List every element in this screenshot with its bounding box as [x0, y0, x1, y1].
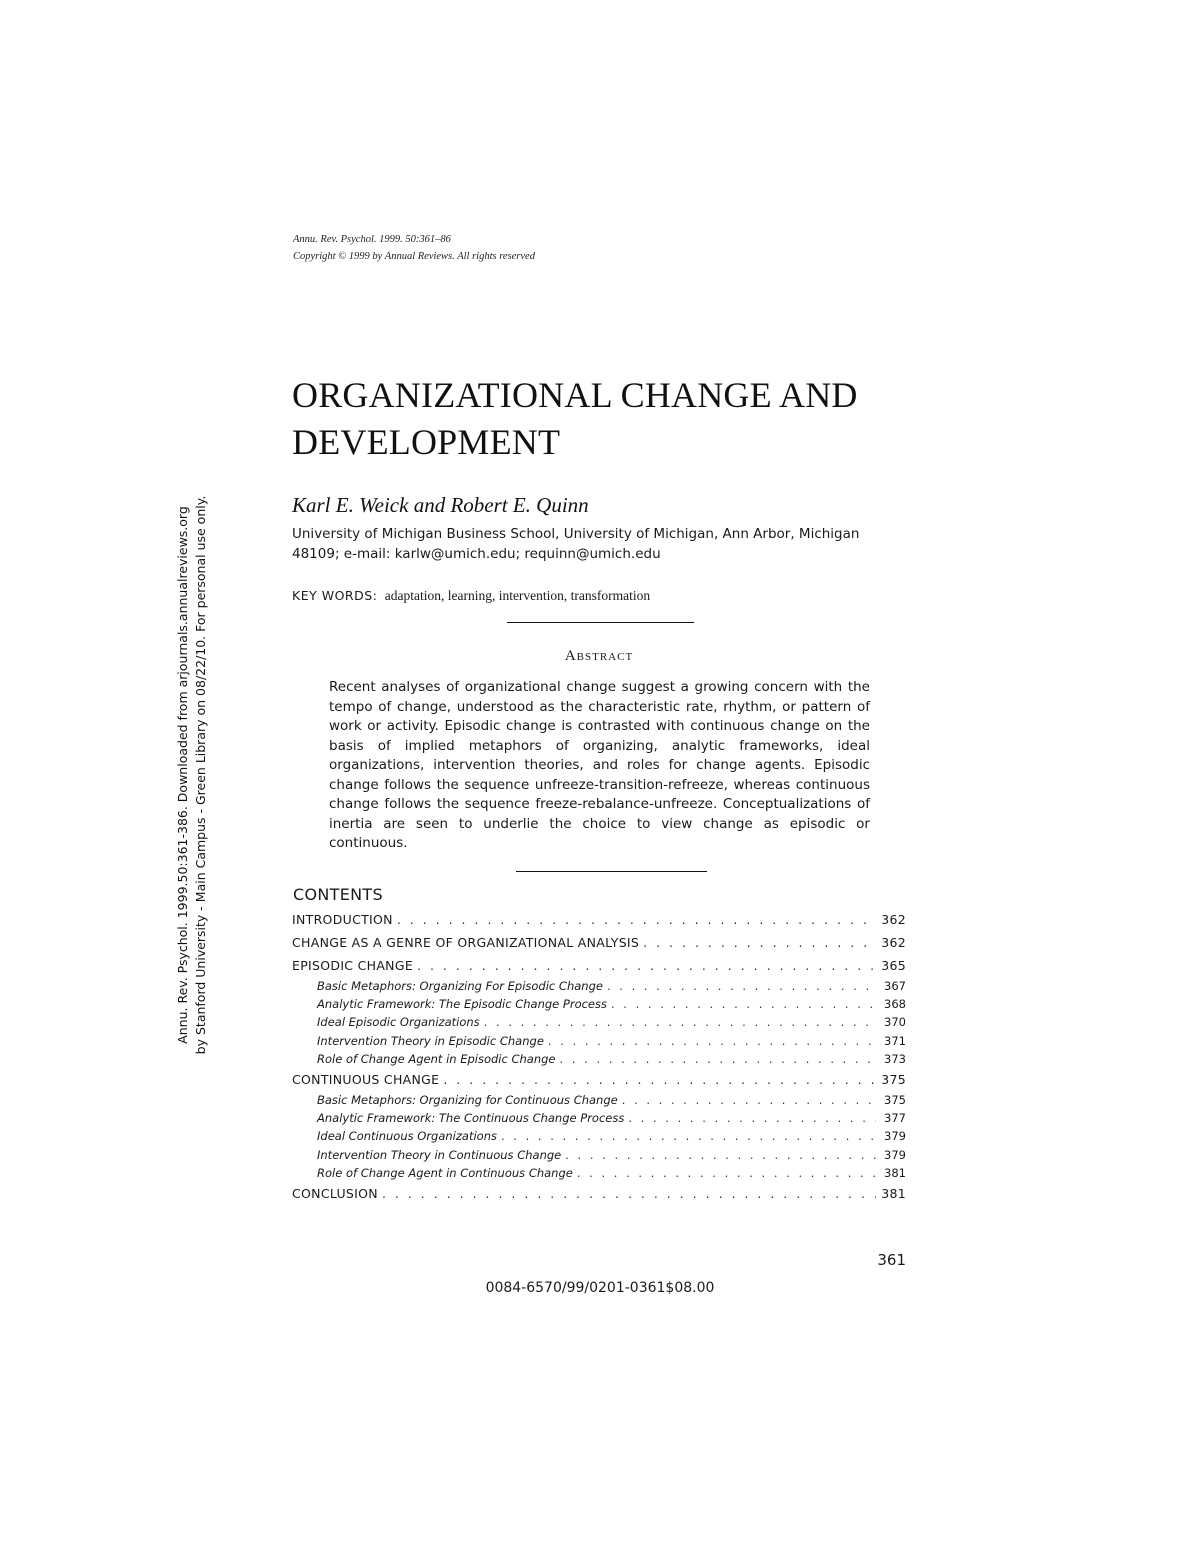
article-title: ORGANIZATIONAL CHANGE AND DEVELOPMENT [292, 375, 858, 462]
toc-entry-page: 381 [884, 1165, 906, 1180]
toc-leader-dots [611, 995, 876, 1013]
toc-entry-title: INTRODUCTION [292, 912, 393, 927]
toc-leader-dots [622, 1091, 876, 1109]
toc-entry-title: Role of Change Agent in Episodic Change [317, 1051, 556, 1066]
divider-rule-bottom [516, 871, 707, 872]
toc-leader-dots [548, 1032, 876, 1050]
toc-entry-introduction [292, 908, 906, 931]
keywords-list: adaptation, learning, intervention, transformation [384, 588, 651, 603]
toc-entry-episodic-change [292, 954, 906, 977]
toc-entry-title: Analytic Framework: The Episodic Change Process [317, 997, 607, 1012]
keywords-label: KEY WORDS: [292, 588, 378, 603]
toc-entry-title: EPISODIC CHANGE [292, 958, 414, 973]
toc-leader-dots [484, 1013, 876, 1031]
journal-citation: Annu. Rev. Psychol. 1999. 50:361–86 [293, 234, 451, 245]
toc-entry-title: CONCLUSION [292, 1185, 378, 1201]
price-code: 0084-6570/99/0201-0361$08.00 [485, 1280, 715, 1296]
toc-entry-title: Intervention Theory in Continuous Change [317, 1147, 562, 1162]
toc-entry-title: Ideal Episodic Organizations [317, 1015, 480, 1030]
toc-subentry-basic-metaphors-episodic [292, 977, 906, 995]
table-of-contents [292, 908, 906, 1205]
toc-entry-continuous-change [292, 1068, 906, 1091]
abstract-text: Recent analyses of organizational change suggest a growing concern with the tempo of change, understood as the characteristic rate, rhythm, or pattern of work or activity. Episodic change is contrasted with continuous change on the basis of implied metaphors of organizing, analytic frameworks, ideal organizations, intervention theories, and roles for change agents. Episodic change follows the sequence unfreeze-transition-refreeze, whereas continuous change follows the sequence freeze-rebalance-unfreeze. Conceptualizations of inertia are seen to underlie the choice to view change as episodic or continuous. [329, 679, 870, 851]
toc-entry-page: 381 [881, 1185, 906, 1201]
toc-leader-dots [417, 954, 876, 977]
download-notice-line-2: by Stanford University - Main Campus - Green Library on 08/22/10. For personal use only. [193, 495, 208, 1055]
toc-subentry-basic-metaphors-continuous [292, 1091, 906, 1109]
toc-entry-title: CONTINUOUS CHANGE [292, 1071, 440, 1087]
toc-subentry-ideal-episodic [292, 1013, 906, 1031]
contents-heading: CONTENTS [293, 885, 383, 904]
toc-entry-page: 370 [884, 1015, 906, 1030]
toc-subentry-intervention-continuous [292, 1146, 906, 1164]
toc-entry-title: Intervention Theory in Episodic Change [317, 1033, 544, 1048]
divider-rule-top [507, 622, 694, 623]
toc-leader-dots [382, 1182, 876, 1205]
toc-entry-page: 373 [884, 1051, 906, 1066]
journal-header [293, 231, 535, 265]
toc-entry-page: 379 [884, 1129, 906, 1144]
toc-entry-page: 368 [884, 997, 906, 1012]
download-notice-line-1: Annu. Rev. Psychol. 1999.50:361-386. Downloaded from arjournals.annualreviews.org [175, 506, 190, 1044]
toc-entry-title: Basic Metaphors: Organizing for Continuous Change [317, 1092, 618, 1107]
abstract-heading: Abstract [564, 648, 634, 664]
toc-entry-change-as-genre [292, 931, 906, 954]
toc-subentry-intervention-episodic [292, 1032, 906, 1050]
toc-leader-dots [607, 977, 876, 995]
toc-entry-page: 365 [881, 958, 906, 973]
toc-leader-dots [577, 1164, 876, 1182]
toc-subentry-ideal-continuous [292, 1127, 906, 1145]
toc-entry-page: 362 [881, 935, 906, 950]
toc-entry-title: Role of Change Agent in Continuous Change [317, 1165, 573, 1180]
toc-entry-page: 367 [884, 979, 906, 993]
toc-entry-title: Basic Metaphors: Organizing For Episodic Change [317, 979, 603, 993]
copyright-notice: Copyright © 1999 by Annual Reviews. All rights reserved [293, 251, 535, 262]
toc-leader-dots [443, 1068, 876, 1091]
toc-subentry-role-continuous [292, 1164, 906, 1182]
toc-entry-page: 375 [881, 1071, 906, 1087]
toc-entry-page: 362 [881, 912, 906, 927]
toc-leader-dots [501, 1127, 876, 1145]
toc-subentry-analytic-framework-continuous [292, 1109, 906, 1127]
toc-entry-conclusion [292, 1182, 906, 1205]
toc-subentry-role-episodic [292, 1050, 906, 1068]
toc-leader-dots [628, 1109, 876, 1127]
toc-leader-dots [565, 1146, 876, 1164]
download-notice-text [174, 496, 210, 1055]
toc-entry-page: 377 [884, 1111, 906, 1126]
page-number: 361 [877, 1251, 906, 1269]
toc-leader-dots [643, 931, 876, 954]
author-affiliation: University of Michigan Business School, University of Michigan, Ann Arbor, Michigan 48109; e-mail: karlw@umich.edu; requinn@umich.edu [292, 526, 860, 562]
toc-subentry-analytic-framework-episodic [292, 995, 906, 1013]
keywords-line [292, 588, 650, 604]
toc-entry-page: 379 [884, 1147, 906, 1162]
toc-entry-page: 371 [884, 1033, 906, 1048]
toc-leader-dots [397, 908, 876, 931]
toc-entry-page: 375 [884, 1092, 906, 1107]
toc-leader-dots [560, 1050, 876, 1068]
toc-entry-title: CHANGE AS A GENRE OF ORGANIZATIONAL ANALYSIS [292, 935, 640, 950]
toc-entry-title: Analytic Framework: The Continuous Change Process [317, 1111, 625, 1126]
article-authors: Karl E. Weick and Robert E. Quinn [292, 493, 589, 517]
toc-entry-title: Ideal Continuous Organizations [317, 1129, 497, 1144]
